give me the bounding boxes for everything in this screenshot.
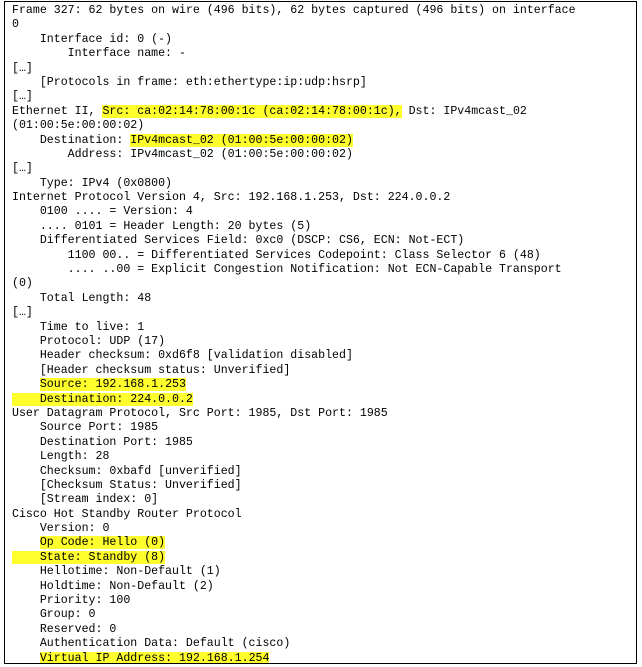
detail-line[interactable] [12,277,636,291]
field-text: […] [12,162,33,176]
field-text: Time to live: 1 [12,320,145,334]
highlighted-field: Destination: 224.0.0.2 [12,392,193,406]
detail-line[interactable] [12,18,636,32]
detail-line[interactable] [12,263,636,277]
field-text: […] [12,61,33,75]
detail-line[interactable] [12,565,636,579]
field-text: Length: 28 [12,450,110,464]
field-text: (0) [12,277,33,291]
field-text: Version: 0 [12,522,110,536]
detail-line[interactable] [12,594,636,608]
field-text [12,652,40,664]
field-text: (01:00:5e:00:00:02) [12,119,145,133]
detail-line[interactable] [12,90,636,104]
detail-line[interactable] [12,393,636,407]
field-text: 0 [12,18,19,32]
field-text: [Checksum Status: Unverified] [12,478,242,492]
highlighted-field: Source: 192.168.1.253 [39,378,186,392]
field-text: Header checksum: 0xd6f8 [validation disabled] [12,349,353,363]
field-text: Interface name: - [12,47,186,61]
detail-line[interactable] [12,191,636,205]
field-text: Dst: IPv4mcast_02 [401,104,527,118]
highlighted-field: State: Standby (8) [12,550,166,564]
field-text: Cisco Hot Standby Router Protocol [12,507,242,521]
field-text: Authentication Data: Default (cisco) [12,637,291,651]
field-text: Priority: 100 [12,594,131,608]
detail-line[interactable] [12,652,636,664]
detail-line[interactable] [12,177,636,191]
detail-line[interactable] [12,623,636,637]
detail-line[interactable] [12,321,636,335]
highlighted-field: Src: ca:02:14:78:00:1c (ca:02:14:78:00:1c), [102,104,402,118]
field-text: User Datagram Protocol, Src Port: 1985, Dst Port: 1985 [12,406,388,420]
detail-line[interactable] [12,162,636,176]
field-text: [Protocols in frame: eth:ethertype:ip:udp:hsrp] [12,75,367,89]
field-text: Source Port: 1985 [12,421,159,435]
detail-line[interactable] [12,493,636,507]
detail-line[interactable] [12,364,636,378]
field-text: Internet Protocol Version 4, Src: 192.168.1.253, Dst: 224.0.0.2 [12,191,451,205]
detail-line[interactable] [12,205,636,219]
field-text: Hellotime: Non-Default (1) [12,565,221,579]
field-text: Group: 0 [12,608,96,622]
detail-line[interactable] [12,76,636,90]
field-text: 0100 .... = Version: 4 [12,205,193,219]
detail-line[interactable] [12,349,636,363]
detail-line[interactable] [12,4,636,18]
detail-line[interactable] [12,508,636,522]
detail-line[interactable] [12,234,636,248]
detail-line[interactable] [12,407,636,421]
detail-line[interactable] [12,220,636,234]
detail-line[interactable] [12,465,636,479]
highlighted-field: Op Code: Hello (0) [39,536,166,550]
field-text: Holdtime: Non-Default (2) [12,579,214,593]
field-text: 1100 00.. = Differentiated Services Codepoint: Class Selector 6 (48) [12,248,541,262]
highlighted-field: IPv4mcast_02 (01:00:5e:00:00:02) [130,133,353,147]
field-text: Checksum: 0xbafd [unverified] [12,464,242,478]
detail-line[interactable] [12,335,636,349]
detail-line[interactable] [12,637,636,651]
detail-line[interactable] [12,436,636,450]
field-text: Address: IPv4mcast_02 (01:00:5e:00:00:02) [12,147,353,161]
field-text: Total Length: 48 [12,291,152,305]
detail-line[interactable] [12,378,636,392]
detail-line[interactable] [12,292,636,306]
packet-details-text [5,2,636,664]
packet-details-pane [4,1,637,664]
detail-line[interactable] [12,62,636,76]
field-text: Destination Port: 1985 [12,435,193,449]
field-text [12,378,40,391]
detail-line[interactable] [12,134,636,148]
detail-line[interactable] [12,119,636,133]
field-text: […] [12,90,33,104]
detail-line[interactable] [12,522,636,536]
field-text: Reserved: 0 [12,622,117,636]
field-text: Ethernet II, [12,104,103,118]
detail-line[interactable] [12,421,636,435]
detail-line[interactable] [12,105,636,119]
field-text: Destination: [12,133,131,147]
detail-line[interactable] [12,580,636,594]
detail-line[interactable] [12,536,636,550]
field-text: Protocol: UDP (17) [12,334,166,348]
field-text: [Header checksum status: Unverified] [12,363,291,377]
detail-line[interactable] [12,148,636,162]
detail-line[interactable] [12,306,636,320]
field-text: .... 0101 = Header Length: 20 bytes (5) [12,219,312,233]
detail-line[interactable] [12,479,636,493]
field-text: .... ..00 = Explicit Congestion Notification: Not ECN-Capable Transport [12,263,562,277]
detail-line[interactable] [12,551,636,565]
field-text: Interface id: 0 (-) [12,32,173,46]
detail-line[interactable] [12,33,636,47]
detail-line[interactable] [12,608,636,622]
field-text: Frame 327: 62 bytes on wire (496 bits), 62 bytes captured (496 bits) on interface [12,4,576,17]
detail-line[interactable] [12,249,636,263]
field-text: Type: IPv4 (0x0800) [12,176,173,190]
detail-line[interactable] [12,47,636,61]
field-text [12,536,40,549]
field-text: Differentiated Services Field: 0xc0 (DSCP: CS6, ECN: Not-ECT) [12,234,465,248]
detail-line[interactable] [12,450,636,464]
field-text: [Stream index: 0] [12,493,159,507]
highlighted-field: Virtual IP Address: 192.168.1.254 [39,651,270,664]
field-text: […] [12,306,33,320]
